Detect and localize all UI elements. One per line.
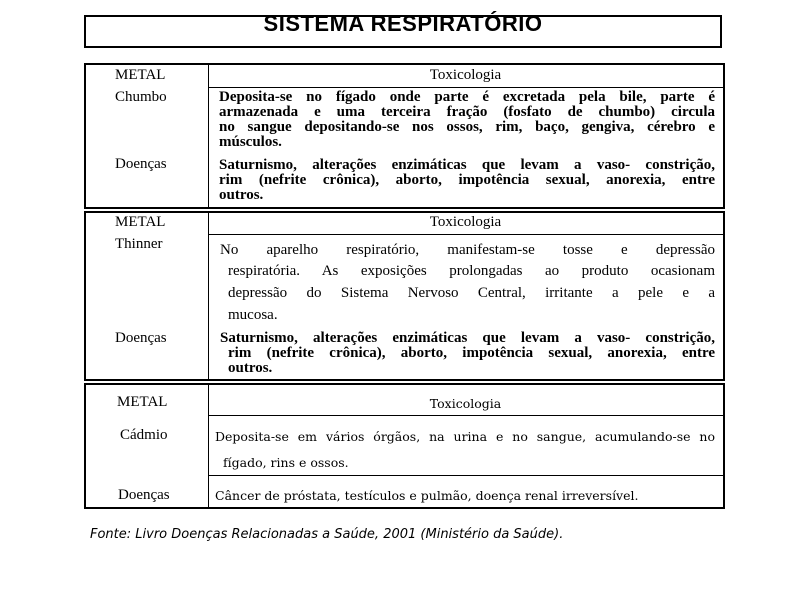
table-border: [84, 207, 725, 209]
table-border: [84, 63, 86, 209]
metal-name: Chumbo: [115, 89, 167, 105]
title-box: [84, 11, 722, 48]
table-divider: [208, 234, 725, 235]
table-border: [84, 507, 725, 509]
toxicology-line: fígado, rins e ossos.: [223, 455, 349, 470]
toxicology-line: Deposita-se no fígado onde parte é excretada pela bile, parte é: [219, 89, 715, 105]
diseases-label: Doenças: [115, 330, 167, 346]
source-caption: Fonte: Livro Doenças Relacionadas a Saúde, 2001 (Ministério da Saúde).: [90, 527, 564, 542]
table-divider: [208, 211, 209, 381]
table-border: [84, 383, 86, 509]
toxicology-line: depressão do Sistema Nervoso Central, irritante a pele e a: [228, 285, 715, 301]
metal-header: METAL: [115, 67, 166, 83]
diseases-line: outros.: [219, 187, 264, 203]
table-border: [723, 63, 725, 209]
toxicology-line: respiratória. As exposições prolongadas ao produto ocasionam: [228, 263, 715, 279]
metal-name: Thinner: [115, 236, 163, 252]
toxicology-line: músculos.: [219, 134, 282, 150]
table-border: [723, 383, 725, 509]
toxicology-line: armazenada e uma terceira fração (fosfato de chumbo) circula: [219, 104, 715, 120]
table-border: [84, 379, 725, 381]
diseases-line: rim (nefrite crônica), aborto, impotência sexual, anorexia, entre: [219, 172, 715, 188]
page-title: SISTEMA RESPIRATÓRIO: [263, 11, 543, 36]
table-divider: [208, 87, 725, 88]
table-divider: [208, 475, 725, 476]
toxicology-header: Toxicologia: [429, 214, 502, 230]
table-border: [84, 63, 725, 65]
toxicology-line: No aparelho respiratório, manifestam-se tosse e depressão: [220, 242, 715, 258]
toxicology-line: mucosa.: [228, 307, 278, 323]
table-divider: [208, 63, 209, 209]
table-border: [84, 383, 725, 385]
metal-header: METAL: [117, 394, 168, 410]
diseases-line: Câncer de próstata, testículos e pulmão, doença renal irreversível.: [215, 488, 639, 503]
diseases-line: Saturnismo, alterações enzimáticas que levam a vaso- constrição,: [220, 330, 715, 346]
table-border: [84, 211, 86, 381]
diseases-label: Doenças: [118, 487, 170, 503]
table-divider: [208, 415, 725, 416]
table-border: [84, 211, 725, 213]
diseases-line: outros.: [228, 360, 273, 376]
diseases-line: Saturnismo, alterações enzimáticas que levam a vaso- constrição,: [219, 157, 715, 173]
toxicology-header: Toxicologia: [429, 396, 502, 411]
table-border: [723, 211, 725, 381]
toxicology-line: no sangue depositando-se nos ossos, rim, baço, gengiva, cérebro e: [219, 119, 715, 135]
toxicology-line: Deposita-se em vários órgãos, na urina e no sangue, acumulando-se no: [215, 429, 715, 444]
metal-header: METAL: [115, 214, 166, 230]
diseases-label: Doenças: [115, 156, 167, 172]
metal-name: Cádmio: [120, 427, 168, 443]
toxicology-header: Toxicologia: [429, 67, 502, 83]
diseases-line: rim (nefrite crônica), aborto, impotência sexual, anorexia, entre: [228, 345, 715, 361]
